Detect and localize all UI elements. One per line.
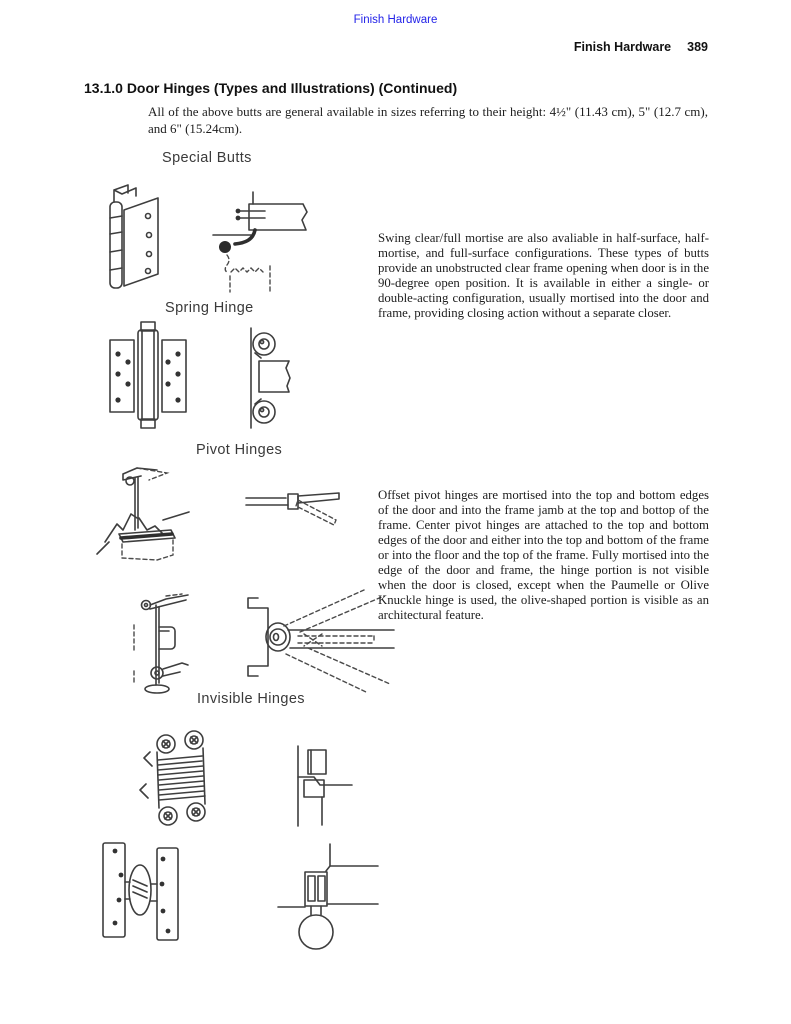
invisible-hinge-illustration bbox=[140, 728, 218, 832]
invisible-hinges-label: Invisible Hinges bbox=[197, 691, 305, 707]
swing-clear-hinge-illustration bbox=[106, 182, 168, 290]
floor-pivot-illustration bbox=[93, 458, 193, 562]
page-number: 389 bbox=[687, 40, 708, 54]
finish-hardware-link[interactable]: Finish Hardware bbox=[353, 14, 438, 26]
intro-paragraph: All of the above butts are general available in sizes referring to their height: 4½" (11.43 cm), 5" (12.7 cm), and 6" (15.24cm). bbox=[148, 104, 708, 136]
top-pivot-plan-illustration bbox=[246, 488, 341, 540]
running-header bbox=[574, 40, 708, 54]
center-pivot-plan-illustration bbox=[224, 588, 396, 696]
invisible-hinge-section-illustration bbox=[288, 740, 358, 830]
spring-hinge-label: Spring Hinge bbox=[165, 300, 254, 316]
spring-hinge-side-illustration bbox=[245, 328, 295, 428]
offset-pivot-edge-illustration bbox=[130, 593, 190, 697]
special-butts-label: Special Butts bbox=[162, 150, 252, 166]
pivot-paragraph: Offset pivot hinges are mortised into the top and bottom edges of the door and into the frame jamb at the top and bottop of the frame. Center pivot hinges are attached to the top and bottom edges of the door and either into the top and bottom of the frame or into the floor and the top of the frame. Fully mortised into the edge of the door and frame, the hinge portion is not visible when the door is closed, except when the Paumelle or Olive Knuckle hinge is used, the olive-shaped portion is visible as an architectural feature. bbox=[378, 488, 709, 622]
section-heading: 13.1.0 Door Hinges (Types and Illustrations) (Continued) bbox=[84, 80, 458, 96]
running-header-title: Finish Hardware bbox=[573, 40, 672, 54]
olive-knuckle-hinge-illustration bbox=[100, 842, 200, 942]
pivot-hinges-label: Pivot Hinges bbox=[196, 442, 283, 458]
spring-hinge-face-illustration bbox=[108, 318, 188, 430]
swing-clear-section-illustration bbox=[213, 190, 313, 290]
swing-clear-paragraph: Swing clear/full mortise are also avaliable in half-surface, half-mortise, and full-surface configurations. These types of butts provide an unobstructed clear frame opening when door is in the 90-degree open position. It is available in either a single- or double-acting configuration, usually mortised into the door and frame, providing closing action without a separate closer. bbox=[378, 231, 709, 320]
olive-knuckle-section-illustration bbox=[278, 838, 380, 962]
